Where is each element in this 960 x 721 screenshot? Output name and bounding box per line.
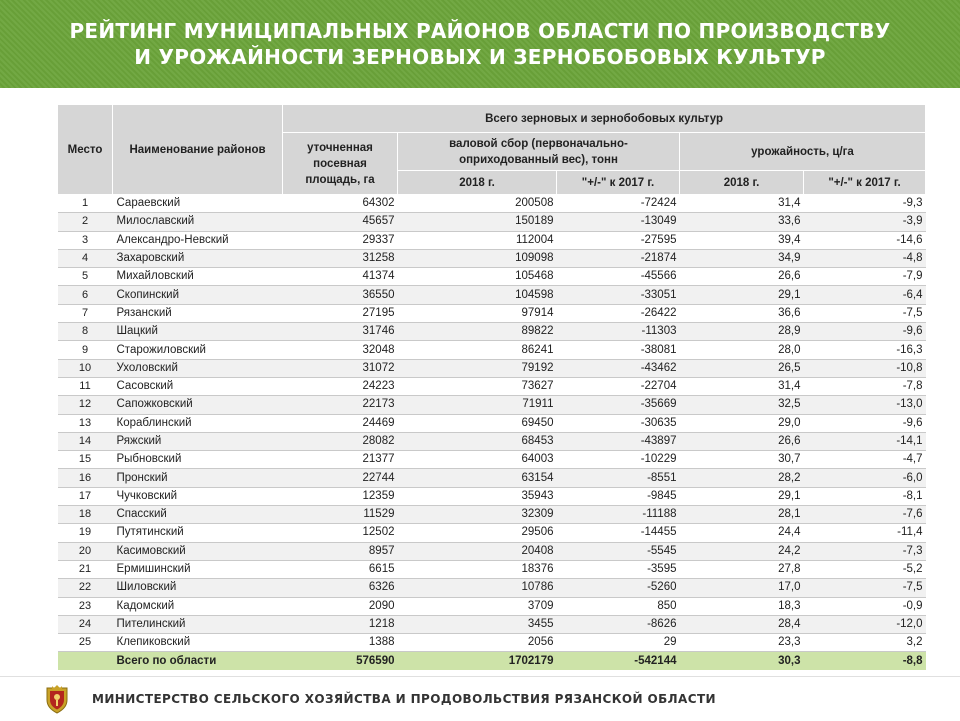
row-area: 24223 [283,377,398,395]
table-body [58,195,926,652]
row-place: 18 [58,506,113,524]
row-yield: 31,4 [680,377,804,395]
row-harvest-diff: -3595 [557,560,680,578]
row-yield: 18,3 [680,597,804,615]
row-yield: 28,2 [680,469,804,487]
row-district-name: Касимовский [113,542,283,560]
table-row [58,524,926,542]
row-area: 1388 [283,634,398,652]
row-district-name: Ермишинский [113,560,283,578]
table-row [58,304,926,322]
row-harvest: 3455 [398,615,557,633]
table-row [58,213,926,231]
row-yield-diff: -9,3 [804,195,926,213]
row-place: 9 [58,341,113,359]
total-yield-diff: -8,8 [804,652,926,671]
row-district-name: Милославский [113,213,283,231]
row-harvest: 20408 [398,542,557,560]
table-row [58,377,926,395]
row-yield: 33,6 [680,213,804,231]
row-harvest-diff: -21874 [557,249,680,267]
row-harvest: 64003 [398,451,557,469]
header-yield-2018: 2018 г. [680,171,804,195]
row-harvest: 109098 [398,249,557,267]
table-row [58,615,926,633]
row-harvest: 29506 [398,524,557,542]
row-yield-diff: -4,8 [804,249,926,267]
row-place: 15 [58,451,113,469]
row-yield: 26,5 [680,359,804,377]
row-yield-diff: -14,1 [804,432,926,450]
row-district-name: Старожиловский [113,341,283,359]
row-district-name: Сасовский [113,377,283,395]
row-harvest-diff: -22704 [557,377,680,395]
row-district-name: Пителинский [113,615,283,633]
row-harvest-diff: -35669 [557,396,680,414]
row-harvest: 97914 [398,304,557,322]
row-harvest-diff: -5260 [557,579,680,597]
row-yield-diff: -5,2 [804,560,926,578]
row-harvest-diff: -72424 [557,195,680,213]
row-district-name: Ухоловский [113,359,283,377]
row-harvest: 104598 [398,286,557,304]
row-district-name: Рыбновский [113,451,283,469]
row-harvest: 71911 [398,396,557,414]
row-place: 22 [58,579,113,597]
row-place: 11 [58,377,113,395]
row-district-name: Захаровский [113,249,283,267]
total-row [58,652,926,671]
row-harvest-diff: -13049 [557,213,680,231]
row-yield: 29,1 [680,286,804,304]
table-row [58,560,926,578]
row-harvest-diff: -43897 [557,432,680,450]
row-place: 8 [58,323,113,341]
row-place: 19 [58,524,113,542]
table-row [58,414,926,432]
row-area: 12359 [283,487,398,505]
row-area: 8957 [283,542,398,560]
row-harvest: 89822 [398,323,557,341]
table-row [58,396,926,414]
row-harvest-diff: -8626 [557,615,680,633]
row-place: 5 [58,268,113,286]
row-place: 24 [58,615,113,633]
row-yield-diff: -3,9 [804,213,926,231]
row-harvest-diff: -10229 [557,451,680,469]
table-row [58,487,926,505]
row-yield: 17,0 [680,579,804,597]
row-place: 20 [58,542,113,560]
row-harvest: 105468 [398,268,557,286]
header-place: Место [58,105,113,195]
row-yield-diff: -14,6 [804,231,926,249]
row-place: 1 [58,195,113,213]
row-harvest-diff: 850 [557,597,680,615]
row-yield: 28,4 [680,615,804,633]
row-harvest: 112004 [398,231,557,249]
row-district-name: Сапожковский [113,396,283,414]
row-harvest: 10786 [398,579,557,597]
row-place: 6 [58,286,113,304]
table-row [58,286,926,304]
row-harvest-diff: -11303 [557,323,680,341]
header-yield-diff: "+/-" к 2017 г. [804,171,926,195]
row-area: 1218 [283,615,398,633]
row-harvest-diff: -8551 [557,469,680,487]
total-harvest: 1702179 [398,652,557,671]
page-title-line-1: РЕЙТИНГ МУНИЦИПАЛЬНЫХ РАЙОНОВ ОБЛАСТИ ПО ПРОИЗВОДСТВУ [69,19,891,43]
header-group: Всего зерновых и зернобобовых культур [283,105,926,133]
header-harvest-2018: 2018 г. [398,171,557,195]
table-row [58,268,926,286]
row-yield-diff: -13,0 [804,396,926,414]
ministry-name: МИНИСТЕРСТВО СЕЛЬСКОГО ХОЗЯЙСТВА И ПРОДОВОЛЬСТВИЯ РЯЗАНСКОЙ ОБЛАСТИ [92,692,716,706]
row-place: 4 [58,249,113,267]
title-banner [0,0,960,88]
header-harvest-diff: "+/-" к 2017 г. [557,171,680,195]
row-yield-diff: -9,6 [804,323,926,341]
row-harvest: 18376 [398,560,557,578]
row-district-name: Сараевский [113,195,283,213]
row-yield-diff: -12,0 [804,615,926,633]
row-harvest-diff: -14455 [557,524,680,542]
row-yield-diff: -10,8 [804,359,926,377]
row-area: 22173 [283,396,398,414]
row-area: 12502 [283,524,398,542]
row-area: 45657 [283,213,398,231]
row-harvest-diff: -26422 [557,304,680,322]
row-yield-diff: -6,0 [804,469,926,487]
row-district-name: Шиловский [113,579,283,597]
row-place: 25 [58,634,113,652]
row-area: 28082 [283,432,398,450]
row-yield: 27,8 [680,560,804,578]
row-district-name: Скопинский [113,286,283,304]
row-district-name: Михайловский [113,268,283,286]
row-area: 31258 [283,249,398,267]
rating-table [57,104,926,670]
table-row [58,469,926,487]
row-district-name: Клепиковский [113,634,283,652]
row-area: 11529 [283,506,398,524]
row-district-name: Кадомский [113,597,283,615]
footer [0,676,960,721]
table-row [58,542,926,560]
total-area: 576590 [283,652,398,671]
row-yield: 31,4 [680,195,804,213]
row-yield-diff: -7,3 [804,542,926,560]
table-row [58,341,926,359]
header-district-name: Наименование районов [113,105,283,195]
row-yield: 34,9 [680,249,804,267]
row-area: 27195 [283,304,398,322]
row-yield-diff: -16,3 [804,341,926,359]
row-harvest-diff: -5545 [557,542,680,560]
row-harvest: 68453 [398,432,557,450]
row-yield: 30,7 [680,451,804,469]
row-area: 6615 [283,560,398,578]
table-row [58,195,926,213]
row-yield-diff: -9,6 [804,414,926,432]
row-yield-diff: -4,7 [804,451,926,469]
row-area: 22744 [283,469,398,487]
row-place: 17 [58,487,113,505]
total-label: Всего по области [113,652,283,671]
page-title-line-2: И УРОЖАЙНОСТИ ЗЕРНОВЫХ И ЗЕРНОБОБОВЫХ КУЛЬТУР [134,45,826,69]
row-harvest-diff: -27595 [557,231,680,249]
row-district-name: Кораблинский [113,414,283,432]
row-harvest: 86241 [398,341,557,359]
row-place: 7 [58,304,113,322]
row-harvest: 32309 [398,506,557,524]
row-yield-diff: -7,5 [804,304,926,322]
table-row [58,323,926,341]
row-place: 13 [58,414,113,432]
header-yield: урожайность, ц/га [680,133,926,171]
total-yield: 30,3 [680,652,804,671]
row-harvest: 2056 [398,634,557,652]
row-district-name: Спасский [113,506,283,524]
row-place: 23 [58,597,113,615]
table-row [58,432,926,450]
row-harvest: 200508 [398,195,557,213]
row-district-name: Чучковский [113,487,283,505]
row-area: 29337 [283,231,398,249]
row-yield: 26,6 [680,432,804,450]
row-place: 16 [58,469,113,487]
row-place: 2 [58,213,113,231]
row-yield-diff: 3,2 [804,634,926,652]
row-district-name: Александро-Невский [113,231,283,249]
row-area: 6326 [283,579,398,597]
row-area: 32048 [283,341,398,359]
row-harvest: 63154 [398,469,557,487]
row-yield-diff: -6,4 [804,286,926,304]
row-area: 31746 [283,323,398,341]
row-yield-diff: -11,4 [804,524,926,542]
header-area: уточненная посевная площадь, га [283,133,398,195]
table-row [58,249,926,267]
table-row [58,634,926,652]
row-harvest: 79192 [398,359,557,377]
row-place: 14 [58,432,113,450]
row-yield: 23,3 [680,634,804,652]
table-row [58,579,926,597]
row-harvest-diff: -38081 [557,341,680,359]
row-area: 21377 [283,451,398,469]
row-district-name: Шацкий [113,323,283,341]
table-row [58,597,926,615]
row-yield: 32,5 [680,396,804,414]
row-area: 2090 [283,597,398,615]
row-district-name: Рязанский [113,304,283,322]
row-district-name: Ряжский [113,432,283,450]
row-place: 3 [58,231,113,249]
row-place: 21 [58,560,113,578]
row-harvest-diff: -11188 [557,506,680,524]
row-harvest-diff: 29 [557,634,680,652]
row-yield: 28,0 [680,341,804,359]
row-yield: 29,0 [680,414,804,432]
coat-of-arms-icon [44,684,70,714]
row-place: 12 [58,396,113,414]
row-harvest: 3709 [398,597,557,615]
row-yield: 28,1 [680,506,804,524]
row-harvest-diff: -30635 [557,414,680,432]
row-yield: 29,1 [680,487,804,505]
table-row [58,231,926,249]
row-harvest: 69450 [398,414,557,432]
row-area: 36550 [283,286,398,304]
row-yield-diff: -7,9 [804,268,926,286]
table-row [58,506,926,524]
row-harvest-diff: -45566 [557,268,680,286]
row-yield: 24,2 [680,542,804,560]
row-area: 31072 [283,359,398,377]
row-area: 41374 [283,268,398,286]
row-yield: 24,4 [680,524,804,542]
row-yield-diff: -7,6 [804,506,926,524]
table-row [58,451,926,469]
row-yield: 28,9 [680,323,804,341]
row-yield: 26,6 [680,268,804,286]
row-harvest: 73627 [398,377,557,395]
row-area: 24469 [283,414,398,432]
row-harvest-diff: -43462 [557,359,680,377]
row-harvest-diff: -9845 [557,487,680,505]
header-harvest: валовой сбор (первоначально-оприходованный вес), тонн [398,133,680,171]
row-harvest-diff: -33051 [557,286,680,304]
table-row [58,359,926,377]
row-yield-diff: -7,8 [804,377,926,395]
row-yield-diff: -0,9 [804,597,926,615]
row-yield: 39,4 [680,231,804,249]
row-district-name: Пронский [113,469,283,487]
row-area: 64302 [283,195,398,213]
row-district-name: Путятинский [113,524,283,542]
row-place: 10 [58,359,113,377]
row-yield-diff: -8,1 [804,487,926,505]
row-yield-diff: -7,5 [804,579,926,597]
row-harvest: 150189 [398,213,557,231]
row-yield: 36,6 [680,304,804,322]
total-harvest-diff: -542144 [557,652,680,671]
row-harvest: 35943 [398,487,557,505]
